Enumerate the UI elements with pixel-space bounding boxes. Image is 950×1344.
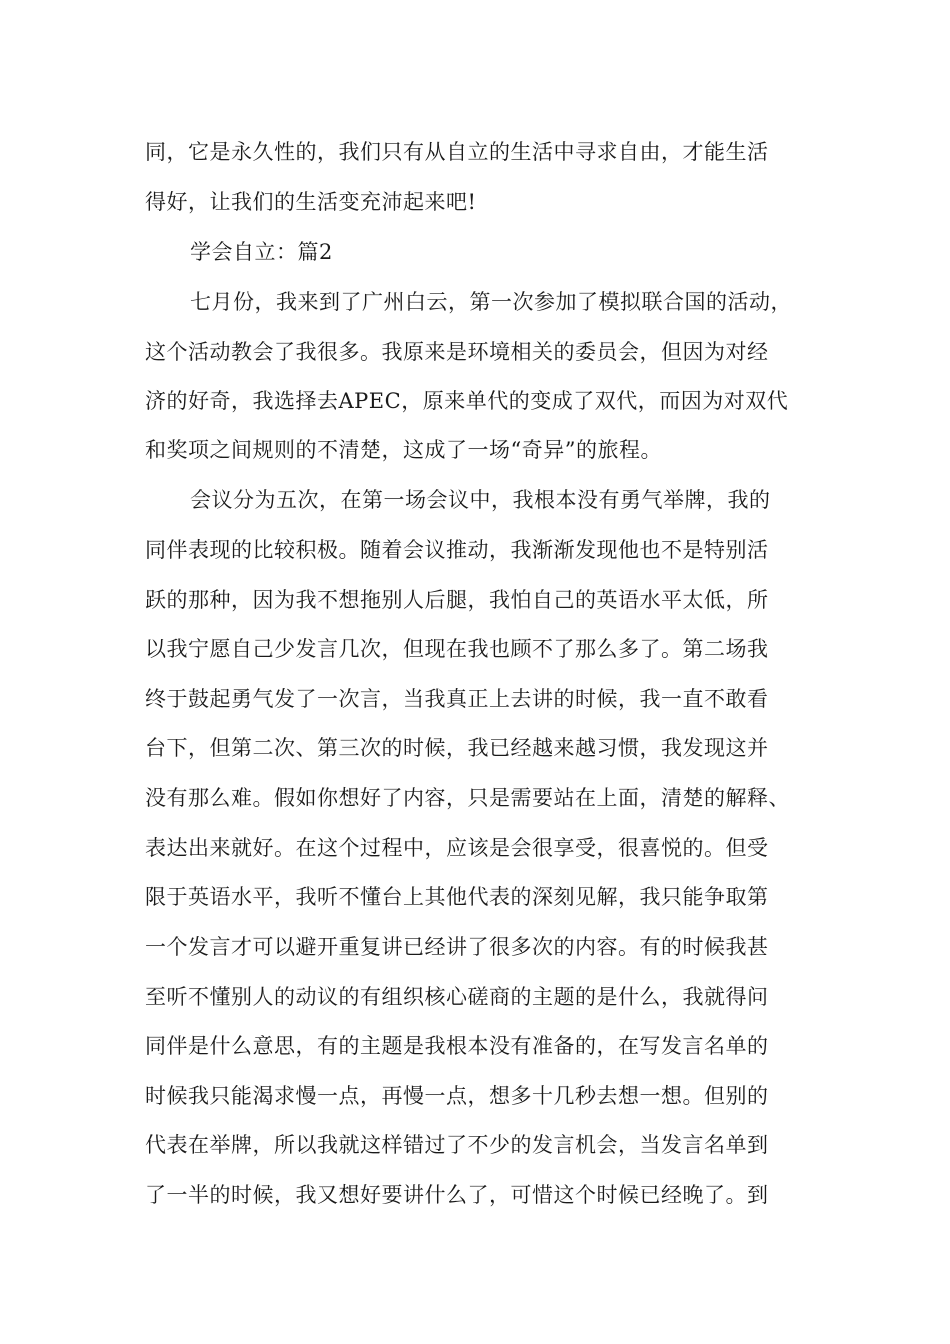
text-line: 和奖项之间规则的不清楚，这成了一场“奇异”的旅程。	[145, 438, 662, 462]
text-line: 会议分为五次，在第一场会议中，我根本没有勇气举牌，我的	[190, 488, 771, 512]
text-line: 台下，但第二次、第三次的时候，我已经越来越习惯，我发现这并	[145, 736, 769, 760]
text-line: 跃的那种，因为我不想拖别人后腿，我怕自己的英语水平太低，所	[145, 588, 769, 612]
text-line: 这个活动教会了我很多。我原来是环境相关的委员会，但因为对经	[145, 340, 769, 364]
text-line: 同伴是什么意思，有的主题是我根本没有准备的，在写发言名单的	[145, 1034, 769, 1058]
text-line: 同伴表现的比较积极。随着会议推动，我渐渐发现他也不是特别活	[145, 538, 769, 562]
text-line: 没有那么难。假如你想好了内容，只是需要站在上面，清楚的解释、	[145, 786, 790, 810]
text-line: 限于英语水平，我听不懂台上其他代表的深刻见解，我只能争取第	[145, 885, 769, 909]
text-line: 表达出来就好。在这个过程中，应该是会很享受，很喜悦的。但受	[145, 836, 769, 860]
text-line: 得好，让我们的生活变充沛起来吧!	[145, 190, 477, 214]
text-line: 至听不懂别人的动议的有组织核心磋商的主题的是什么，我就得问	[145, 985, 769, 1009]
text-line: 时候我只能渴求慢一点，再慢一点，想多十几秒去想一想。但别的	[145, 1084, 769, 1108]
text-line: 终于鼓起勇气发了一次言，当我真正上去讲的时候，我一直不敢看	[145, 687, 769, 711]
text-line: 济的好奇，我选择去APEC，原来单代的变成了双代，而因为对双代	[145, 389, 789, 413]
text-line: 了一半的时候，我又想好要讲什么了，可惜这个时候已经晚了。到	[145, 1183, 769, 1207]
section-heading: 学会自立：篇2	[190, 240, 333, 264]
text-line: 同，它是永久性的，我们只有从自立的生活中寻求自由，才能生活	[145, 140, 769, 164]
text-line: 以我宁愿自己少发言几次，但现在我也顾不了那么多了。第二场我	[145, 637, 769, 661]
text-line: 代表在举牌，所以我就这样错过了不少的发言机会，当发言名单到	[145, 1133, 769, 1157]
text-line: 七月份，我来到了广州白云，第一次参加了模拟联合国的活动，	[190, 290, 792, 314]
text-line: 一个发言才可以避开重复讲已经讲了很多次的内容。有的时候我甚	[145, 935, 769, 959]
